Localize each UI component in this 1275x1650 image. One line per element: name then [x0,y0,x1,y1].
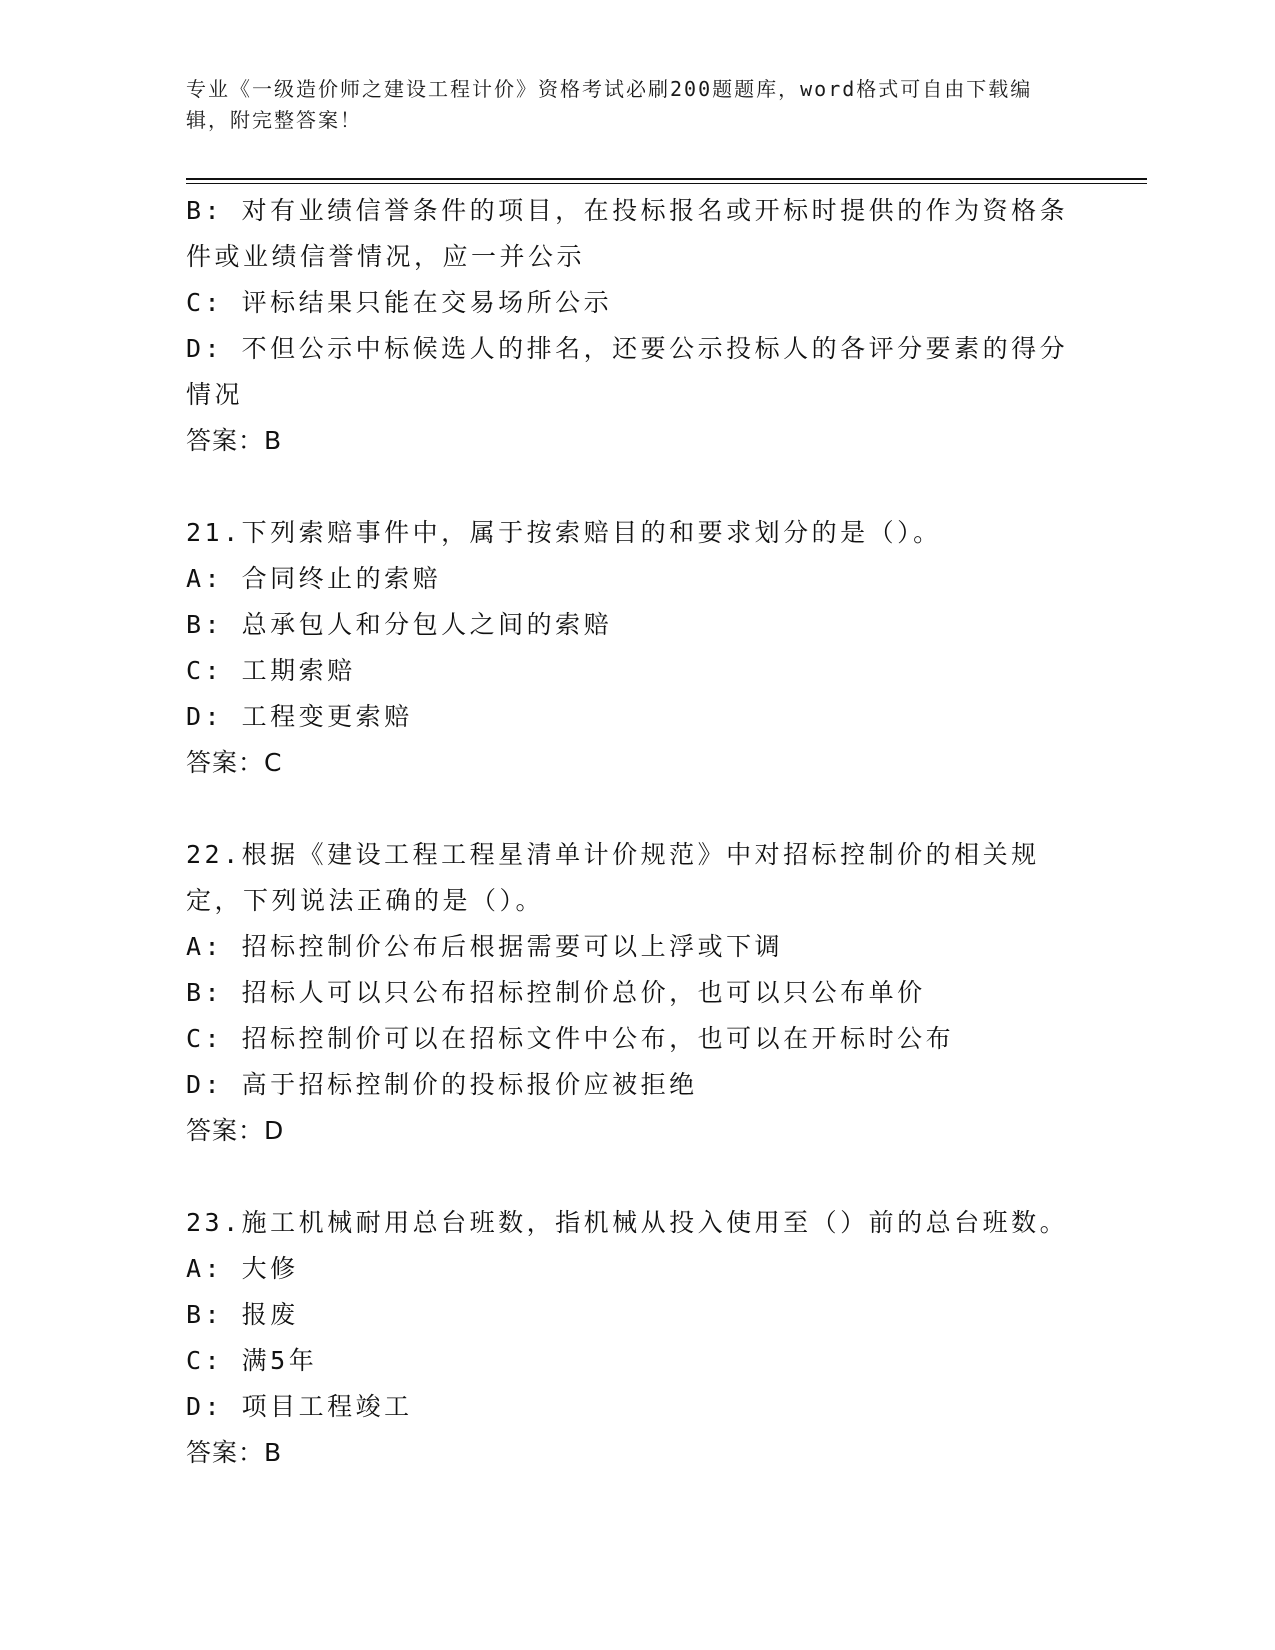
question-23 [186,1200,1086,1476]
option-b: B: 对有业绩信誉条件的项目，在投标报名或开标时提供的作为资格条件或业绩信誉情况，应一并公示 [186,196,1069,271]
option-d: D: 不但公示中标候选人的排名，还要公示投标人的各评分要素的得分情况 [186,334,1069,409]
option-c: C: 评标结果只能在交易场所公示 [186,288,613,317]
answer-line: 答案：B [186,426,283,455]
option-d: D: 工程变更索赔 [186,702,413,731]
option-c: C: 招标控制价可以在招标文件中公布，也可以在开标时公布 [186,1024,955,1053]
answer-line: 答案：B [186,1438,283,1467]
spacer [186,1154,1086,1200]
option-a: A: 招标控制价公布后根据需要可以上浮或下调 [186,932,784,961]
question-stem: 22.根据《建设工程工程星清单计价规范》中对招标控制价的相关规定，下列说法正确的是（）。 [186,840,1040,915]
question-stem: 23.施工机械耐用总台班数，指机械从投入使用至（）前的总台班数。 [186,1208,1069,1237]
document-header: 专业《一级造价师之建设工程计价》资格考试必刷200题题库，word格式可自由下载编辑，附完整答案！ [186,77,1033,132]
answer-line: 答案：C [186,748,283,777]
question-content [186,188,1086,1476]
spacer [186,786,1086,832]
option-a: A: 合同终止的索赔 [186,564,442,593]
option-d: D: 高于招标控制价的投标报价应被拒绝 [186,1070,698,1099]
question-stem: 21.下列索赔事件中，属于按索赔目的和要求划分的是（）。 [186,518,942,547]
option-c: C: 工期索赔 [186,656,356,685]
question-22 [186,832,1086,1154]
answer-line: 答案：D [186,1116,285,1145]
option-c: C: 满5年 [186,1346,318,1375]
option-d: D: 项目工程竣工 [186,1392,413,1421]
header-rule-thick [186,178,1147,180]
option-b: B: 报废 [186,1300,299,1329]
header-rule-thin [186,183,1147,184]
option-b: B: 总承包人和分包人之间的索赔 [186,610,613,639]
question-21 [186,510,1086,786]
option-a: A: 大修 [186,1254,299,1283]
prev-question-block [186,188,1086,464]
spacer [186,464,1086,510]
option-b: B: 招标人可以只公布招标控制价总价，也可以只公布单价 [186,978,926,1007]
